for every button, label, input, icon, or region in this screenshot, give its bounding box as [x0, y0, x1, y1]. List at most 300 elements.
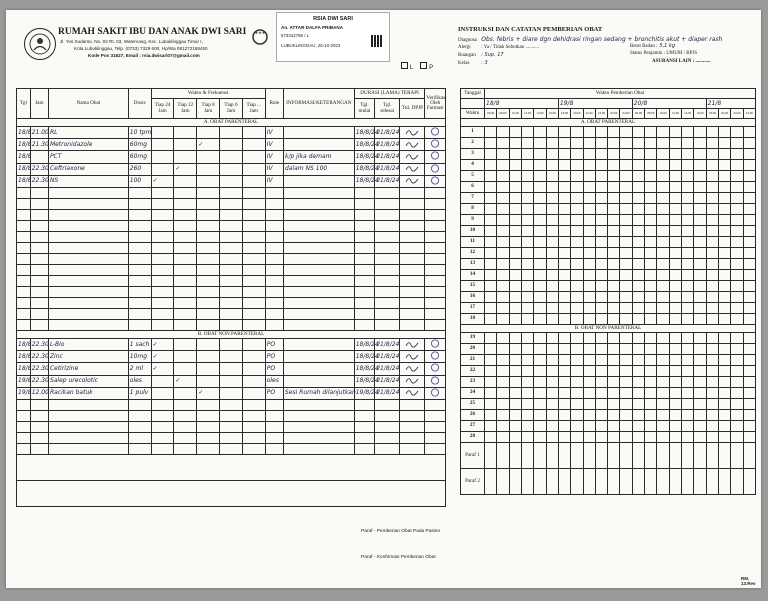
- paraf-cell[interactable]: [595, 469, 607, 495]
- administration-cell[interactable]: [706, 366, 718, 377]
- administration-cell[interactable]: [743, 388, 755, 399]
- administration-cell[interactable]: [583, 270, 595, 281]
- row-verifikasi[interactable]: [425, 221, 446, 232]
- administration-cell[interactable]: [620, 303, 632, 314]
- administration-cell[interactable]: [485, 314, 497, 325]
- administration-cell[interactable]: [620, 226, 632, 237]
- administration-cell[interactable]: [669, 182, 681, 193]
- administration-cell[interactable]: [546, 215, 558, 226]
- administration-cell[interactable]: [534, 237, 546, 248]
- paraf-cell[interactable]: [534, 443, 546, 469]
- administration-cell[interactable]: [571, 303, 583, 314]
- row-freq-check[interactable]: [197, 265, 220, 276]
- row-freq-check[interactable]: [242, 232, 265, 243]
- administration-cell[interactable]: [669, 432, 681, 443]
- administration-cell[interactable]: [558, 344, 570, 355]
- administration-cell[interactable]: [731, 226, 743, 237]
- row-tgl[interactable]: 18/8: [17, 351, 31, 363]
- administration-cell[interactable]: [632, 377, 644, 388]
- administration-cell[interactable]: [620, 377, 632, 388]
- administration-cell[interactable]: [645, 248, 657, 259]
- row-verifikasi[interactable]: [425, 298, 446, 309]
- row-jam[interactable]: [30, 276, 48, 287]
- row-dosis[interactable]: 1 pulv: [128, 387, 151, 399]
- administration-cell[interactable]: [608, 237, 620, 248]
- row-info[interactable]: [283, 139, 354, 151]
- row-freq-check[interactable]: [242, 433, 265, 444]
- administration-cell[interactable]: [731, 377, 743, 388]
- row-tgl[interactable]: [17, 309, 31, 320]
- administration-cell[interactable]: [632, 421, 644, 432]
- row-ttd-dpjp[interactable]: [400, 175, 425, 187]
- row-freq-check[interactable]: [174, 276, 197, 287]
- administration-cell[interactable]: [706, 193, 718, 204]
- administration-cell[interactable]: [509, 281, 521, 292]
- row-jam[interactable]: [30, 188, 48, 199]
- administration-cell[interactable]: [595, 259, 607, 270]
- administration-cell[interactable]: [682, 138, 694, 149]
- administration-cell[interactable]: [583, 303, 595, 314]
- paraf-cell[interactable]: [706, 443, 718, 469]
- administration-cell[interactable]: [546, 303, 558, 314]
- administration-cell[interactable]: [509, 237, 521, 248]
- row-obat[interactable]: Metronidazole: [48, 139, 128, 151]
- administration-cell[interactable]: [731, 355, 743, 366]
- paraf-cell[interactable]: [743, 443, 755, 469]
- row-selesai[interactable]: 21/8/24: [375, 151, 400, 163]
- row-rute[interactable]: IV: [265, 163, 283, 175]
- row-selesai[interactable]: [375, 433, 400, 444]
- row-info[interactable]: dalam NS 100: [283, 163, 354, 175]
- administration-cell[interactable]: [497, 333, 509, 344]
- administration-cell[interactable]: [632, 215, 644, 226]
- administration-cell[interactable]: [694, 237, 706, 248]
- administration-cell[interactable]: [521, 399, 533, 410]
- administration-cell[interactable]: [595, 399, 607, 410]
- administration-cell[interactable]: [718, 248, 730, 259]
- administration-cell[interactable]: [669, 160, 681, 171]
- row-obat[interactable]: PCT: [48, 151, 128, 163]
- row-freq-checkmark[interactable]: ✓: [174, 163, 197, 175]
- administration-cell[interactable]: [583, 432, 595, 443]
- paraf-cell[interactable]: [669, 469, 681, 495]
- administration-cell[interactable]: [682, 399, 694, 410]
- row-selesai[interactable]: [375, 254, 400, 265]
- row-tgl[interactable]: [17, 243, 31, 254]
- administration-cell[interactable]: [620, 160, 632, 171]
- row-rute[interactable]: [265, 243, 283, 254]
- administration-cell[interactable]: [558, 270, 570, 281]
- paraf-cell[interactable]: [558, 469, 570, 495]
- row-info[interactable]: [283, 254, 354, 265]
- administration-cell[interactable]: [485, 303, 497, 314]
- administration-cell[interactable]: [608, 355, 620, 366]
- row-dosis[interactable]: [128, 210, 151, 221]
- administration-cell[interactable]: [595, 182, 607, 193]
- row-jam[interactable]: [30, 411, 48, 422]
- row-tgl[interactable]: [17, 411, 31, 422]
- administration-cell[interactable]: [682, 410, 694, 421]
- administration-cell[interactable]: [743, 421, 755, 432]
- administration-cell[interactable]: [571, 270, 583, 281]
- administration-cell[interactable]: [485, 270, 497, 281]
- paraf-cell[interactable]: [632, 469, 644, 495]
- row-freq-check[interactable]: [242, 287, 265, 298]
- administration-cell[interactable]: [632, 138, 644, 149]
- administration-cell[interactable]: [497, 432, 509, 443]
- administration-cell[interactable]: [657, 421, 669, 432]
- administration-cell[interactable]: [682, 344, 694, 355]
- administration-cell[interactable]: [731, 410, 743, 421]
- row-freq-check[interactable]: [220, 287, 243, 298]
- row-tgl[interactable]: [17, 433, 31, 444]
- administration-cell[interactable]: [571, 281, 583, 292]
- row-selesai[interactable]: [375, 287, 400, 298]
- paraf-cell[interactable]: [521, 469, 533, 495]
- row-freq-checkmark[interactable]: ✓: [151, 363, 174, 375]
- administration-cell[interactable]: [595, 355, 607, 366]
- row-mulai[interactable]: [354, 422, 375, 433]
- administration-cell[interactable]: [620, 333, 632, 344]
- row-freq-check[interactable]: [242, 339, 265, 351]
- row-info[interactable]: [283, 265, 354, 276]
- administration-cell[interactable]: [558, 215, 570, 226]
- row-obat[interactable]: Salep urecolotic: [48, 375, 128, 387]
- row-rute[interactable]: IV: [265, 175, 283, 187]
- administration-cell[interactable]: [645, 292, 657, 303]
- row-freq-checkmark[interactable]: ✓: [197, 387, 220, 399]
- administration-cell[interactable]: [534, 182, 546, 193]
- row-verifikasi[interactable]: [425, 243, 446, 254]
- row-freq-check[interactable]: [151, 188, 174, 199]
- administration-cell[interactable]: [632, 193, 644, 204]
- administration-cell[interactable]: [620, 355, 632, 366]
- row-obat[interactable]: Racikan batuk: [48, 387, 128, 399]
- administration-cell[interactable]: [608, 127, 620, 138]
- administration-cell[interactable]: [583, 314, 595, 325]
- administration-cell[interactable]: [718, 366, 730, 377]
- administration-cell[interactable]: [620, 259, 632, 270]
- administration-cell[interactable]: [534, 160, 546, 171]
- administration-cell[interactable]: [571, 171, 583, 182]
- row-rute[interactable]: IV: [265, 127, 283, 139]
- row-tgl[interactable]: [17, 276, 31, 287]
- administration-cell[interactable]: [682, 193, 694, 204]
- row-ttd-dpjp[interactable]: [400, 298, 425, 309]
- administration-cell[interactable]: [509, 248, 521, 259]
- administration-cell[interactable]: [682, 377, 694, 388]
- row-mulai[interactable]: 18/8/24: [354, 163, 375, 175]
- administration-cell[interactable]: [595, 149, 607, 160]
- row-freq-check[interactable]: [220, 243, 243, 254]
- row-freq-check[interactable]: [242, 265, 265, 276]
- administration-cell[interactable]: [608, 226, 620, 237]
- row-tgl[interactable]: [17, 254, 31, 265]
- row-freq-check[interactable]: [242, 444, 265, 455]
- row-ttd-dpjp[interactable]: [400, 287, 425, 298]
- row-info[interactable]: [283, 411, 354, 422]
- administration-cell[interactable]: [718, 292, 730, 303]
- administration-cell[interactable]: [558, 138, 570, 149]
- row-dosis[interactable]: [128, 276, 151, 287]
- administration-cell[interactable]: [583, 292, 595, 303]
- administration-cell[interactable]: [731, 270, 743, 281]
- row-obat[interactable]: [48, 433, 128, 444]
- administration-cell[interactable]: [731, 344, 743, 355]
- administration-cell[interactable]: [546, 149, 558, 160]
- administration-cell[interactable]: [669, 281, 681, 292]
- administration-cell[interactable]: [645, 388, 657, 399]
- paraf-cell[interactable]: [645, 469, 657, 495]
- administration-cell[interactable]: [620, 215, 632, 226]
- administration-cell[interactable]: [497, 182, 509, 193]
- row-dosis[interactable]: [128, 243, 151, 254]
- administration-cell[interactable]: [546, 182, 558, 193]
- administration-cell[interactable]: [571, 149, 583, 160]
- administration-cell[interactable]: [497, 127, 509, 138]
- row-info[interactable]: [283, 287, 354, 298]
- administration-cell[interactable]: [718, 149, 730, 160]
- row-rute[interactable]: PO: [265, 387, 283, 399]
- row-freq-check[interactable]: [197, 411, 220, 422]
- administration-cell[interactable]: [497, 270, 509, 281]
- administration-cell[interactable]: [595, 281, 607, 292]
- row-ttd-dpjp[interactable]: [400, 199, 425, 210]
- row-dosis[interactable]: [128, 287, 151, 298]
- administration-cell[interactable]: [657, 138, 669, 149]
- administration-cell[interactable]: [497, 138, 509, 149]
- administration-cell[interactable]: [521, 281, 533, 292]
- row-verifikasi[interactable]: [425, 139, 446, 151]
- administration-cell[interactable]: [608, 182, 620, 193]
- row-freq-check[interactable]: [174, 351, 197, 363]
- administration-cell[interactable]: [534, 248, 546, 259]
- administration-cell[interactable]: [669, 127, 681, 138]
- administration-cell[interactable]: [706, 138, 718, 149]
- row-freq-check[interactable]: [174, 339, 197, 351]
- row-ttd-dpjp[interactable]: [400, 375, 425, 387]
- administration-cell[interactable]: [534, 432, 546, 443]
- administration-cell[interactable]: [731, 182, 743, 193]
- administration-cell[interactable]: [694, 160, 706, 171]
- administration-cell[interactable]: [645, 193, 657, 204]
- row-jam[interactable]: [30, 254, 48, 265]
- administration-cell[interactable]: [608, 160, 620, 171]
- row-jam[interactable]: [30, 400, 48, 411]
- row-ttd-dpjp[interactable]: [400, 243, 425, 254]
- administration-cell[interactable]: [731, 292, 743, 303]
- row-tgl[interactable]: [17, 210, 31, 221]
- row-selesai[interactable]: [375, 298, 400, 309]
- paraf-cell[interactable]: [657, 469, 669, 495]
- administration-cell[interactable]: [583, 259, 595, 270]
- row-rute[interactable]: [265, 444, 283, 455]
- administration-cell[interactable]: [521, 248, 533, 259]
- administration-cell[interactable]: [669, 193, 681, 204]
- administration-cell[interactable]: [608, 314, 620, 325]
- row-freq-check[interactable]: [174, 287, 197, 298]
- row-rute[interactable]: [265, 422, 283, 433]
- row-selesai[interactable]: 21/8/24: [375, 363, 400, 375]
- row-freq-check[interactable]: [220, 232, 243, 243]
- row-jam[interactable]: 12.00: [30, 387, 48, 399]
- row-jam[interactable]: [30, 232, 48, 243]
- paraf-cell[interactable]: [583, 443, 595, 469]
- administration-cell[interactable]: [608, 292, 620, 303]
- administration-cell[interactable]: [595, 138, 607, 149]
- row-rute[interactable]: oles: [265, 375, 283, 387]
- administration-cell[interactable]: [682, 421, 694, 432]
- row-ttd-dpjp[interactable]: [400, 254, 425, 265]
- row-verifikasi[interactable]: [425, 287, 446, 298]
- administration-cell[interactable]: [682, 292, 694, 303]
- administration-cell[interactable]: [546, 171, 558, 182]
- row-freq-check[interactable]: [197, 127, 220, 139]
- administration-cell[interactable]: [706, 182, 718, 193]
- administration-cell[interactable]: [571, 127, 583, 138]
- checkbox-p[interactable]: [420, 62, 427, 69]
- administration-cell[interactable]: [669, 377, 681, 388]
- administration-cell[interactable]: [485, 226, 497, 237]
- administration-cell[interactable]: [657, 171, 669, 182]
- row-obat[interactable]: [48, 444, 128, 455]
- row-obat[interactable]: [48, 320, 128, 331]
- row-obat[interactable]: [48, 400, 128, 411]
- administration-cell[interactable]: [632, 355, 644, 366]
- row-freq-check[interactable]: [174, 199, 197, 210]
- administration-cell[interactable]: [595, 366, 607, 377]
- paraf-cell[interactable]: [571, 469, 583, 495]
- row-verifikasi[interactable]: [425, 320, 446, 331]
- administration-cell[interactable]: [509, 259, 521, 270]
- administration-cell[interactable]: [595, 193, 607, 204]
- administration-cell[interactable]: [595, 421, 607, 432]
- row-freq-check[interactable]: [151, 243, 174, 254]
- row-info[interactable]: [283, 400, 354, 411]
- row-freq-check[interactable]: [197, 351, 220, 363]
- administration-cell[interactable]: [694, 410, 706, 421]
- administration-cell[interactable]: [669, 226, 681, 237]
- row-info[interactable]: [283, 363, 354, 375]
- administration-cell[interactable]: [534, 344, 546, 355]
- row-freq-check[interactable]: [174, 188, 197, 199]
- paraf-cell[interactable]: [743, 469, 755, 495]
- administration-cell[interactable]: [694, 344, 706, 355]
- row-freq-check[interactable]: [151, 276, 174, 287]
- row-dosis[interactable]: 2 ml: [128, 363, 151, 375]
- administration-cell[interactable]: [521, 193, 533, 204]
- row-ttd-dpjp[interactable]: [400, 276, 425, 287]
- administration-cell[interactable]: [571, 182, 583, 193]
- row-jam[interactable]: 22.30: [30, 351, 48, 363]
- row-tgl[interactable]: [17, 298, 31, 309]
- administration-cell[interactable]: [571, 432, 583, 443]
- row-ttd-dpjp[interactable]: [400, 433, 425, 444]
- administration-cell[interactable]: [645, 149, 657, 160]
- row-tgl[interactable]: [17, 400, 31, 411]
- administration-cell[interactable]: [620, 149, 632, 160]
- row-freq-check[interactable]: [151, 163, 174, 175]
- administration-cell[interactable]: [657, 248, 669, 259]
- row-rute[interactable]: [265, 254, 283, 265]
- row-dosis[interactable]: [128, 433, 151, 444]
- administration-cell[interactable]: [509, 432, 521, 443]
- administration-cell[interactable]: [657, 333, 669, 344]
- administration-cell[interactable]: [645, 366, 657, 377]
- administration-cell[interactable]: [632, 248, 644, 259]
- row-dosis[interactable]: 10 tpm: [128, 127, 151, 139]
- administration-cell[interactable]: [546, 399, 558, 410]
- administration-cell[interactable]: [657, 355, 669, 366]
- administration-cell[interactable]: [657, 237, 669, 248]
- administration-cell[interactable]: [718, 333, 730, 344]
- row-freq-check[interactable]: [197, 400, 220, 411]
- row-tgl[interactable]: 18/8: [17, 363, 31, 375]
- administration-cell[interactable]: [521, 421, 533, 432]
- row-freq-check[interactable]: [220, 400, 243, 411]
- row-obat[interactable]: [48, 221, 128, 232]
- paraf-cell[interactable]: [682, 443, 694, 469]
- row-freq-check[interactable]: [220, 422, 243, 433]
- administration-cell[interactable]: [731, 314, 743, 325]
- row-freq-check[interactable]: [174, 320, 197, 331]
- row-rute[interactable]: [265, 265, 283, 276]
- administration-cell[interactable]: [497, 377, 509, 388]
- paraf-cell[interactable]: [534, 469, 546, 495]
- row-rute[interactable]: [265, 287, 283, 298]
- administration-cell[interactable]: [657, 399, 669, 410]
- administration-cell[interactable]: [558, 259, 570, 270]
- administration-cell[interactable]: [632, 270, 644, 281]
- administration-cell[interactable]: [645, 237, 657, 248]
- administration-cell[interactable]: [521, 344, 533, 355]
- administration-cell[interactable]: [682, 182, 694, 193]
- administration-cell[interactable]: [645, 377, 657, 388]
- administration-cell[interactable]: [645, 226, 657, 237]
- paraf-cell[interactable]: [546, 469, 558, 495]
- row-freq-check[interactable]: [197, 422, 220, 433]
- paraf-cell[interactable]: [694, 443, 706, 469]
- administration-cell[interactable]: [718, 344, 730, 355]
- row-freq-check[interactable]: [220, 387, 243, 399]
- administration-cell[interactable]: [620, 127, 632, 138]
- row-jam[interactable]: 22.30: [30, 175, 48, 187]
- paraf-cell[interactable]: [706, 469, 718, 495]
- administration-cell[interactable]: [497, 149, 509, 160]
- administration-cell[interactable]: [558, 410, 570, 421]
- administration-cell[interactable]: [706, 432, 718, 443]
- administration-cell[interactable]: [534, 193, 546, 204]
- row-ttd-dpjp[interactable]: [400, 363, 425, 375]
- row-ttd-dpjp[interactable]: [400, 139, 425, 151]
- administration-cell[interactable]: [718, 127, 730, 138]
- administration-cell[interactable]: [743, 193, 755, 204]
- row-freq-checkmark[interactable]: ✓: [197, 139, 220, 151]
- row-freq-check[interactable]: [220, 139, 243, 151]
- row-freq-check[interactable]: [151, 400, 174, 411]
- row-freq-check[interactable]: [197, 433, 220, 444]
- row-obat[interactable]: L-Bio: [48, 339, 128, 351]
- administration-cell[interactable]: [509, 182, 521, 193]
- row-freq-check[interactable]: [174, 411, 197, 422]
- administration-cell[interactable]: [571, 215, 583, 226]
- row-tgl[interactable]: 18/8: [17, 127, 31, 139]
- row-ttd-dpjp[interactable]: [400, 309, 425, 320]
- row-rute[interactable]: [265, 221, 283, 232]
- row-obat[interactable]: [48, 232, 128, 243]
- administration-cell[interactable]: [497, 344, 509, 355]
- administration-cell[interactable]: [694, 193, 706, 204]
